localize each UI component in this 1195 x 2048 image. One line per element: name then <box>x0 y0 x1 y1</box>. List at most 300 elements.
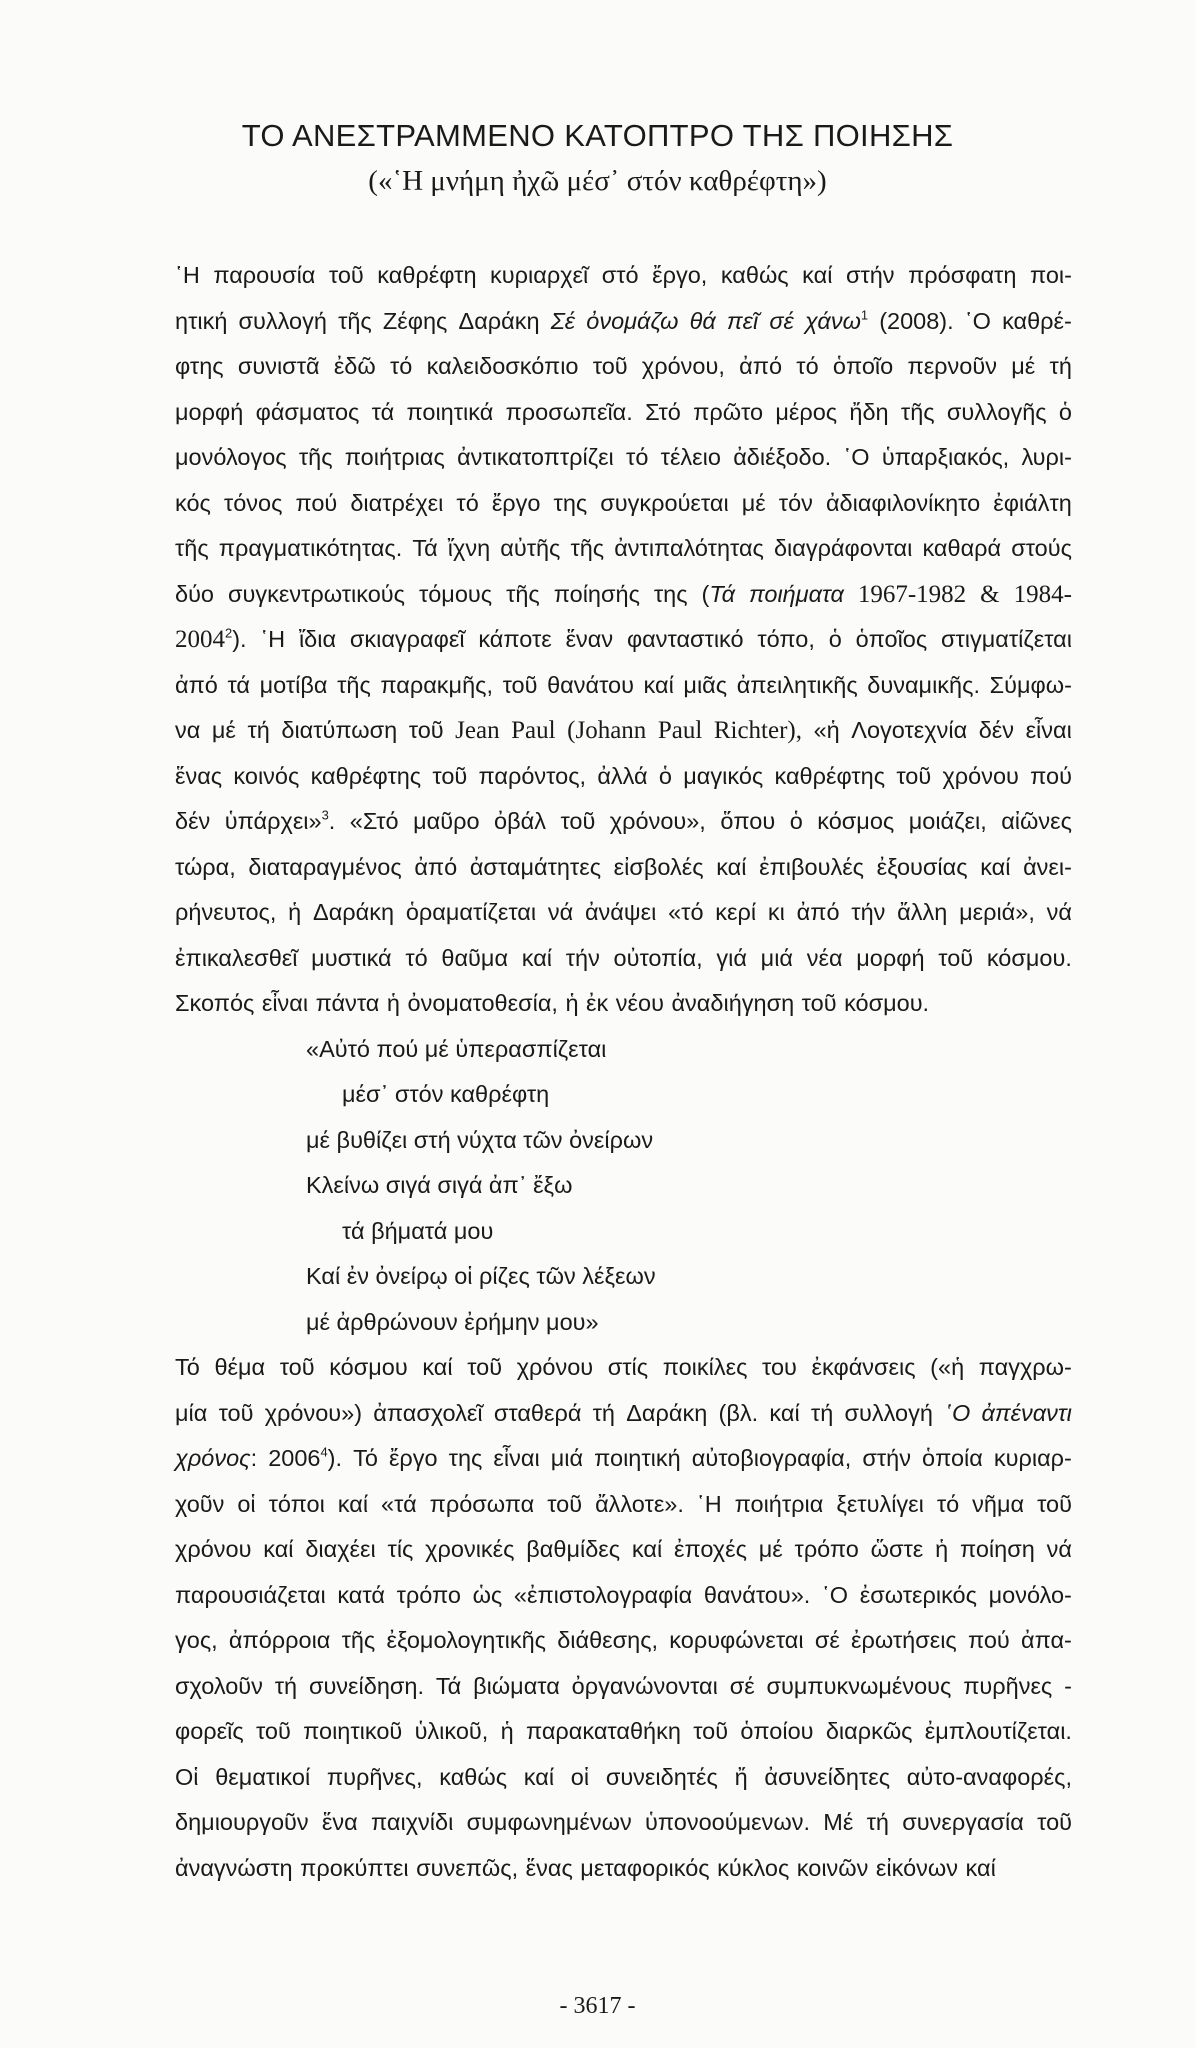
text-run: ποιητικά <box>406 398 494 425</box>
text-run: ὁ <box>1058 398 1072 425</box>
text-run: πραγματικότητας. <box>218 535 403 561</box>
text-run: να <box>175 717 201 743</box>
text-run: τοῦ <box>1037 1809 1072 1835</box>
word <box>668 890 703 936</box>
text-run: ἀντιπαλότητας <box>614 535 764 561</box>
text-run: κατά <box>337 1581 385 1608</box>
word <box>432 754 467 800</box>
word <box>430 1482 535 1528</box>
footnote-ref: 2 <box>225 625 233 641</box>
text-run: ποιητικοῦ <box>303 1718 403 1744</box>
word <box>626 435 648 481</box>
word <box>987 936 1072 982</box>
verse-line: Καί ἐν ὀνείρῳ οἱ ρίζες τῶν λέξεων <box>306 1263 656 1289</box>
text-run: ποικίλες <box>662 1354 748 1380</box>
word <box>522 936 552 982</box>
text-run: μονόλογος <box>175 444 287 470</box>
word <box>944 1391 970 1437</box>
text-run: κάποτε <box>478 626 552 652</box>
text-run: ἀδιέξοδο. <box>733 444 832 470</box>
verse-quote <box>175 1027 1072 1346</box>
text-run: ἔργο <box>491 489 541 516</box>
word <box>237 1482 255 1528</box>
text-run: κόσμου. <box>986 944 1072 971</box>
text-run: Τά <box>435 1672 462 1699</box>
word <box>802 253 832 299</box>
word <box>288 890 301 936</box>
text-run: ἴδια <box>298 626 337 652</box>
text-run: θανάτου». <box>703 1581 811 1608</box>
text-run: καλειδοσκόπιο <box>426 353 579 379</box>
text-run: χρόνου <box>175 1536 252 1562</box>
word <box>305 1527 375 1573</box>
text-line <box>175 1527 1072 1573</box>
text-run: Jean <box>455 717 500 744</box>
word <box>897 890 947 936</box>
text-run: αὐτο-αναφορές, <box>906 1763 1072 1790</box>
text-run: τῆς <box>338 307 372 334</box>
word <box>416 1846 518 1892</box>
word <box>467 1800 632 1846</box>
word <box>389 1436 438 1482</box>
word <box>427 344 579 390</box>
text-run: μέ <box>1011 353 1036 379</box>
text-run: τοῦ <box>502 671 538 698</box>
word <box>960 1527 1035 1573</box>
word <box>735 1482 824 1528</box>
text-run: Τά <box>412 535 438 561</box>
word <box>739 344 782 390</box>
word <box>614 936 703 982</box>
word <box>337 663 371 709</box>
text-run: ἕνας <box>175 762 223 789</box>
word <box>412 526 437 572</box>
text-run: παρακμῆς, <box>380 671 494 698</box>
text-run: ἀναδιήγηση <box>671 990 795 1016</box>
word <box>602 253 639 299</box>
text-run: ἐσωτερικός <box>859 1581 977 1608</box>
text-run: καθρέφτη <box>377 262 477 288</box>
text-run: κόσμου <box>329 1354 408 1380</box>
text-run: τόν <box>778 489 813 516</box>
italic-text: Σέ <box>550 307 576 334</box>
text-run: τόποι <box>268 1490 325 1517</box>
text-run: ἀπα- <box>1020 1627 1072 1653</box>
text-run: ἐξομολογητικῆς <box>386 1627 547 1653</box>
text-run: τοῦ <box>592 353 628 379</box>
word <box>212 708 236 754</box>
text-run: ἡ <box>500 1718 514 1744</box>
word <box>610 799 706 845</box>
word <box>849 390 888 436</box>
word <box>737 663 858 709</box>
text-run: ἀδιαφιλονίκητο <box>825 489 981 516</box>
text-line <box>175 1664 1072 1710</box>
text-run: πρῶτο <box>693 398 764 425</box>
verse-line: τά βήματά μου <box>342 1217 494 1244</box>
text-line <box>175 344 1072 390</box>
word <box>759 1527 783 1573</box>
word <box>858 572 966 618</box>
text-run: ὁποίου <box>740 1718 814 1744</box>
word <box>659 754 672 800</box>
word <box>815 1618 840 1664</box>
word <box>175 1527 251 1573</box>
word <box>256 1709 291 1755</box>
text-run: τῆς <box>175 535 209 561</box>
text-run: παρόντος, <box>478 762 587 789</box>
text-run: ἀπόρροια <box>228 1627 331 1653</box>
text-run: τῆς <box>298 444 333 470</box>
word <box>551 299 575 345</box>
word <box>593 1391 615 1437</box>
text-run: βιώματα <box>473 1672 560 1699</box>
word <box>877 845 968 891</box>
text-run: (βλ. <box>718 1399 759 1426</box>
text-run: θέμα <box>214 1354 266 1380</box>
word <box>594 1436 681 1482</box>
text-line <box>175 435 1072 481</box>
text-line <box>175 481 1072 527</box>
text-run: κύκλος <box>717 1854 790 1881</box>
text-line <box>175 663 1072 709</box>
text-run: ὑπάρχει» <box>224 808 322 834</box>
word <box>600 481 728 527</box>
text-run: σχολοῦν <box>175 1672 263 1699</box>
word <box>644 663 674 709</box>
text-run: καί <box>521 944 553 971</box>
text-run: τοῦ <box>801 990 837 1016</box>
text-run: Σκοπός <box>175 990 255 1016</box>
word <box>749 572 844 618</box>
word <box>175 1755 199 1801</box>
word <box>693 1709 728 1755</box>
word <box>1064 1664 1072 1710</box>
word <box>851 708 967 754</box>
word <box>175 1345 200 1391</box>
italic-text: χρόνος <box>175 1445 251 1471</box>
text-run: 1967-1982 <box>857 580 967 608</box>
word <box>1002 299 1072 345</box>
text-run: ἕνα <box>321 1809 358 1835</box>
text-run: ποίηση <box>959 1536 1035 1562</box>
word <box>557 1618 658 1664</box>
text-run: παρακαταθήκη <box>525 1718 681 1744</box>
page-number: - 3617 - <box>559 1993 636 2019</box>
text-run: παρουσία <box>213 262 316 288</box>
word <box>941 617 1072 663</box>
text-run: μιά <box>550 1445 584 1471</box>
text-run: ὥστε <box>870 1536 924 1562</box>
word <box>979 708 1014 754</box>
text-run: τά <box>227 671 251 698</box>
word <box>175 663 218 709</box>
text-run: ἐρωτήσεις <box>851 1627 957 1653</box>
text-run: τῆς <box>570 535 605 561</box>
text-run: σέ <box>729 1672 755 1699</box>
text-run: διαχέει <box>305 1536 376 1562</box>
text-run: τό <box>626 444 649 470</box>
word <box>228 572 405 618</box>
text-run: ). <box>232 626 247 652</box>
text-run: χρόνου <box>516 1354 594 1380</box>
word <box>727 299 758 345</box>
text-run: τόπο, <box>757 626 815 652</box>
word <box>959 890 1035 936</box>
text-run: τοῦ <box>1037 1490 1072 1517</box>
text-run: ποιητική <box>594 1445 681 1471</box>
text-run: ἀσυνείδητες <box>764 1763 891 1790</box>
word <box>406 890 536 936</box>
text-line <box>175 936 1072 982</box>
word <box>256 390 360 436</box>
word <box>503 663 538 709</box>
text-run: ῾Ο <box>821 1581 849 1608</box>
text-run: μαγικός <box>683 762 764 789</box>
word <box>994 1436 1072 1482</box>
text-line <box>175 1436 1072 1482</box>
word <box>407 390 494 436</box>
word <box>337 1573 385 1619</box>
text-run: τή <box>866 1809 889 1835</box>
word <box>907 1755 1072 1801</box>
text-run: στήν <box>845 262 895 288</box>
word <box>175 299 227 345</box>
text-run: νά <box>547 899 574 925</box>
word <box>595 1482 684 1528</box>
word <box>449 1436 483 1482</box>
text-run: δέν <box>175 808 211 834</box>
paragraph-1 <box>175 253 1072 1027</box>
text-run: μιᾶς <box>683 671 728 698</box>
word <box>614 526 764 572</box>
word <box>764 1755 890 1801</box>
word <box>989 1573 1072 1619</box>
text-run: ποίησής <box>553 580 640 607</box>
word <box>388 1527 414 1573</box>
text-run: ἤ <box>734 1763 748 1790</box>
text-run: ξετυλίγει <box>836 1490 924 1517</box>
text-run: καί <box>631 1536 663 1562</box>
word <box>490 253 588 299</box>
word <box>935 1527 948 1573</box>
text-run: «Στό <box>349 808 399 834</box>
text-run: καθώς <box>720 262 789 288</box>
text-run: νέα <box>806 944 843 971</box>
word <box>845 1391 933 1437</box>
word <box>386 1618 546 1664</box>
text-run: ἴχνη <box>447 535 491 561</box>
word <box>867 663 980 709</box>
word <box>263 1527 293 1573</box>
text-run: ὁ <box>658 762 672 789</box>
word <box>248 845 401 891</box>
word <box>817 799 894 845</box>
footnote-ref: 1 <box>860 306 869 322</box>
word <box>262 981 308 1027</box>
word <box>239 299 327 345</box>
word <box>767 1664 952 1710</box>
text-run: ὑπαρξιακός, <box>881 444 1010 470</box>
text-run: ἡ <box>565 990 579 1016</box>
word <box>524 1755 554 1801</box>
italic-text: ὀνομάζω <box>586 307 679 334</box>
text-run: μία <box>175 1399 208 1426</box>
text-run: καί <box>523 1763 555 1790</box>
text-run: χρόνου», <box>609 808 706 834</box>
text-run: Ζέφης <box>382 307 448 334</box>
body-text <box>175 253 1072 1891</box>
text-run: Paul <box>511 717 556 744</box>
word <box>716 845 746 891</box>
word <box>280 1345 315 1391</box>
text-run: πυρῆνες <box>963 1672 1053 1699</box>
text-run: τῆς <box>337 671 371 698</box>
word <box>597 754 647 800</box>
text-run: Τό <box>353 1445 378 1471</box>
text-line <box>175 526 1072 572</box>
text-run: περνοῦν <box>907 353 997 379</box>
text-run: προσωπεῖα. <box>505 398 633 425</box>
text-run: γος, <box>175 1627 218 1653</box>
text-run: καθρέφτης <box>774 762 886 789</box>
word <box>930 1345 964 1391</box>
text-run: συνεργασία <box>902 1809 1024 1835</box>
word <box>616 981 664 1027</box>
text-run: πρόσωπα <box>429 1490 535 1517</box>
text-run: τό <box>936 1490 960 1517</box>
text-run: κερί <box>715 899 757 925</box>
text-run: χρόνου <box>942 762 1019 789</box>
text-run: μαῦρο <box>413 808 480 834</box>
word <box>901 390 935 436</box>
footnote-ref: 4 <box>320 1444 328 1460</box>
word <box>674 1527 747 1573</box>
text-run: στούς <box>1011 535 1072 561</box>
word <box>329 1345 408 1391</box>
text-run: ἡ <box>935 1536 949 1562</box>
text-run: 2004 <box>175 626 225 653</box>
text-run: ητική <box>175 307 228 334</box>
word <box>268 1436 342 1482</box>
word <box>238 344 320 390</box>
text-run: διαγράφονται <box>773 535 913 561</box>
text-run: τοῦ <box>896 762 932 789</box>
text-run: σέ <box>814 1627 840 1653</box>
text-run: τή <box>592 1399 615 1426</box>
text-run: ἀπό <box>414 853 458 880</box>
text-run: ἐξουσίας <box>876 853 968 880</box>
word <box>642 344 725 390</box>
word <box>769 1391 799 1437</box>
text-run: κυριαρχεῖ <box>490 262 589 288</box>
word <box>350 617 465 663</box>
text-run: εἶναι <box>261 990 309 1016</box>
text-line <box>175 253 1072 299</box>
text-run: οἱ <box>237 1490 256 1517</box>
text-run: συλλογή <box>238 307 327 334</box>
word <box>526 1527 620 1573</box>
word <box>1011 526 1072 572</box>
word <box>303 1709 402 1755</box>
word <box>796 344 818 390</box>
text-run: αὐτῆς <box>500 535 561 561</box>
text-line <box>175 1709 1072 1755</box>
text-run: «τό <box>668 899 704 925</box>
text-run: ὑλικοῦ, <box>414 1718 489 1744</box>
text-run: & <box>980 580 1000 608</box>
text-run: τόμους <box>418 580 493 607</box>
word <box>661 435 721 481</box>
word <box>645 390 681 436</box>
text-run: τό <box>390 353 413 379</box>
text-run: τήν <box>565 944 600 971</box>
word <box>372 390 395 436</box>
word <box>652 253 707 299</box>
word <box>175 617 247 663</box>
word <box>415 1709 489 1755</box>
text-line <box>175 390 1072 436</box>
word <box>338 299 372 345</box>
word <box>456 481 478 527</box>
text-run: 2006 <box>268 1445 321 1471</box>
text-run: συνείδηση. <box>308 1672 425 1699</box>
word <box>350 799 399 845</box>
word <box>1030 754 1072 800</box>
word <box>742 481 766 527</box>
text-run: χρονικές <box>425 1536 515 1562</box>
word <box>373 1391 482 1437</box>
word <box>735 1755 748 1801</box>
word <box>775 390 837 436</box>
word <box>862 1436 911 1482</box>
word <box>871 1527 924 1573</box>
text-run: ποι- <box>1029 262 1072 288</box>
word <box>1023 845 1072 891</box>
text-run: νά <box>1046 899 1072 925</box>
text-run: θεματικοί <box>215 1763 311 1790</box>
text-run: κόσμος <box>817 808 895 834</box>
word <box>175 1618 218 1664</box>
text-run: Δαράκη <box>458 307 540 334</box>
word <box>175 481 211 527</box>
word <box>526 1846 573 1892</box>
text-run: νέου <box>615 990 664 1016</box>
italic-text: πεῖ <box>726 307 759 334</box>
text-run: ῾Ο <box>964 307 991 334</box>
verse-line: μέσ᾽ στόν καθρέφτη <box>342 1081 550 1107</box>
text-run: «ἐπιστολογραφία <box>513 1581 693 1608</box>
word <box>175 1436 257 1482</box>
word <box>547 1482 582 1528</box>
text-run: καθώς <box>439 1763 508 1790</box>
word <box>856 936 924 982</box>
word <box>517 1345 593 1391</box>
text-run: τῆς <box>341 1627 376 1653</box>
text-run: αἰῶνες <box>1001 808 1072 834</box>
word <box>175 1846 293 1892</box>
text-run: ἡ <box>386 990 400 1016</box>
word <box>822 1573 848 1619</box>
word <box>593 344 628 390</box>
word <box>836 1482 924 1528</box>
word <box>295 481 337 527</box>
text-run: ἀλλά <box>597 762 648 789</box>
word <box>720 799 775 845</box>
text-run: ὀργανώνονται <box>571 1672 718 1699</box>
text-line <box>175 845 1072 891</box>
word <box>567 708 646 754</box>
